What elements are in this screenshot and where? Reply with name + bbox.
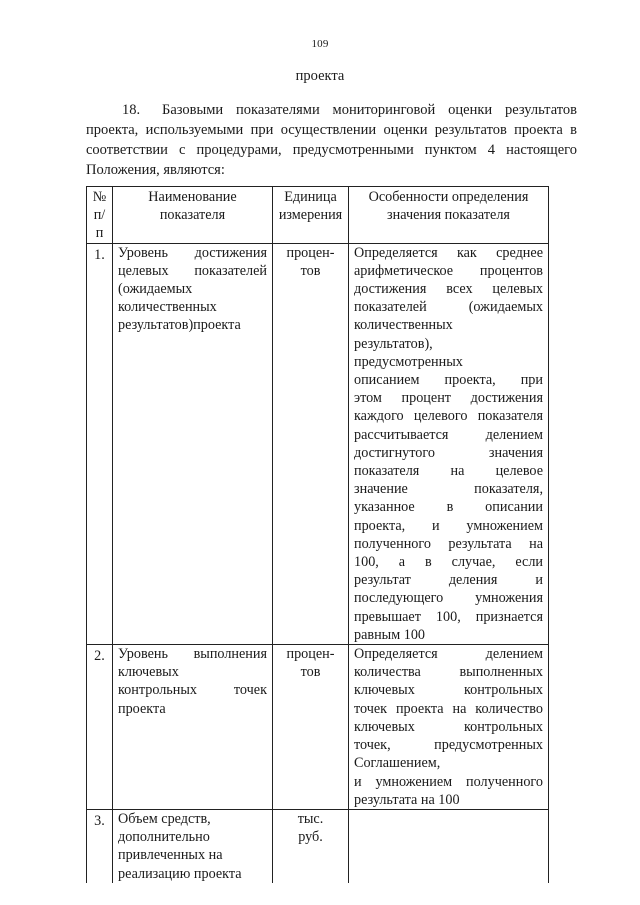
cell-text-line: Объем средств, (118, 810, 211, 827)
cell-text-line: ключевых контрольных (354, 718, 543, 735)
cell-text-line: ключевых (118, 664, 179, 681)
cell-text-line: Уровень достижения (118, 244, 267, 261)
table-row (87, 243, 549, 644)
cell-text-line: Уровень выполнения (118, 646, 267, 663)
cell-text-line: каждого целевого показателя (354, 408, 543, 425)
cell-text-line: № (92, 189, 107, 205)
cell-text-line: реализацию проекта (118, 865, 242, 882)
row-number: 1. (87, 243, 113, 644)
intro-heading-line: проекта (295, 68, 345, 84)
cell-text-line: Наименование (148, 189, 237, 205)
cell-text-line: результатов)проекта (118, 317, 241, 334)
cell-text-line: процен- (286, 646, 335, 663)
unit-of-measure (273, 243, 349, 644)
cell-text-line: достигнутого значения (354, 444, 543, 461)
cell-text-line: (ожидаемых (118, 281, 193, 298)
cell-text-line: измерения (278, 207, 343, 224)
cell-text-line: указанное в описании (354, 499, 543, 516)
cell-text-line: Особенности определения (368, 189, 529, 205)
cell-text-line: и умножением полученного (354, 773, 543, 790)
cell-text-line: п/п (93, 207, 106, 242)
cell-text-line: ключевых контрольных (354, 682, 543, 699)
unit-of-measure (273, 645, 349, 810)
cell-text-line: показателя (159, 207, 226, 224)
intro-line-4: Положения, являются: (86, 162, 225, 178)
cell-text-line: руб. (298, 829, 323, 846)
page-number: 109 (311, 38, 329, 50)
cell-text-line: значения показателя (387, 207, 510, 224)
cell-text-line: Определяется делением (354, 646, 543, 663)
table-row (87, 645, 549, 810)
cell-text-line: процен- (286, 244, 335, 261)
cell-text-line: Определяется как среднее (354, 244, 543, 261)
cell-text-line: проекта (118, 700, 166, 717)
cell-text-line: результат деления и (354, 572, 543, 589)
cell-text-line: количества выполненных (354, 664, 543, 681)
cell-text-line: целевых показателей (118, 262, 267, 279)
indicator-name (113, 645, 273, 810)
cell-text-line: равным 100 (354, 626, 426, 643)
cell-text-line: арифметическое процентов (354, 262, 543, 279)
header-unit (273, 187, 349, 244)
cell-text-line: показателей (ожидаемых (354, 299, 543, 316)
cell-text-line: полученного результата на (354, 535, 543, 552)
determination-method (349, 243, 549, 644)
indicator-name (113, 243, 273, 644)
cell-text-line: точек проекта на количество (354, 700, 543, 717)
determination-method (349, 809, 549, 882)
indicator-name (113, 809, 273, 882)
cell-text-line: Соглашением, (354, 755, 441, 772)
row-number: 3. (87, 809, 113, 882)
unit-of-measure (273, 809, 349, 882)
cell-text-line: описанием проекта, при (354, 372, 543, 389)
intro-line-1: Базовыми показателями мониторинговой оценки результатов (162, 102, 577, 118)
cell-text-line: контрольных точек (118, 682, 267, 699)
cell-text-line: значение показателя, (354, 481, 543, 498)
row-number: 2. (87, 645, 113, 810)
intro-line-2: проекта, используемыми при осуществлении оценки результатов проекта в (86, 122, 577, 138)
cell-text-line: количественных (118, 299, 217, 316)
header-method (349, 187, 549, 244)
cell-text-line: показателя на целевое (354, 463, 543, 480)
intro-line-3: соответствии с процедурами, предусмотренными пунктом 4 настоящего (86, 142, 577, 158)
cell-text-line: точек, предусмотренных (354, 737, 543, 754)
header-name (113, 187, 273, 244)
cell-text-line: количественных (354, 317, 453, 334)
cell-text-line: предусмотренных (354, 353, 463, 370)
cell-text-line: результата на 100 (354, 791, 460, 808)
cell-text-line: последующего умножения (354, 590, 543, 607)
cell-text-line: тыс. (297, 810, 324, 827)
cell-text-line: рассчитывается делением (354, 426, 543, 443)
cell-text-line: тов (300, 262, 321, 279)
cell-text-line: превышает 100, признается (354, 608, 543, 625)
indicators-table (86, 186, 549, 883)
cell-text-line: результатов), (354, 335, 433, 352)
cell-text-line: привлеченных на (118, 847, 223, 864)
cell-text-line: проекта, и умножением (354, 517, 543, 534)
header-num (87, 187, 113, 244)
table-row (87, 809, 549, 882)
intro-item-number: 18. (122, 102, 141, 118)
cell-text-line: 100, а в случае, если (354, 554, 543, 571)
cell-text-line: достижения всех целевых (354, 281, 543, 298)
cell-text-line: дополнительно (118, 829, 210, 846)
cell-text-line: тов (300, 664, 321, 681)
table-header-row (87, 187, 549, 244)
cell-text-line: Единица (284, 189, 337, 205)
determination-method (349, 645, 549, 810)
cell-text-line: этом процент достижения (354, 390, 543, 407)
